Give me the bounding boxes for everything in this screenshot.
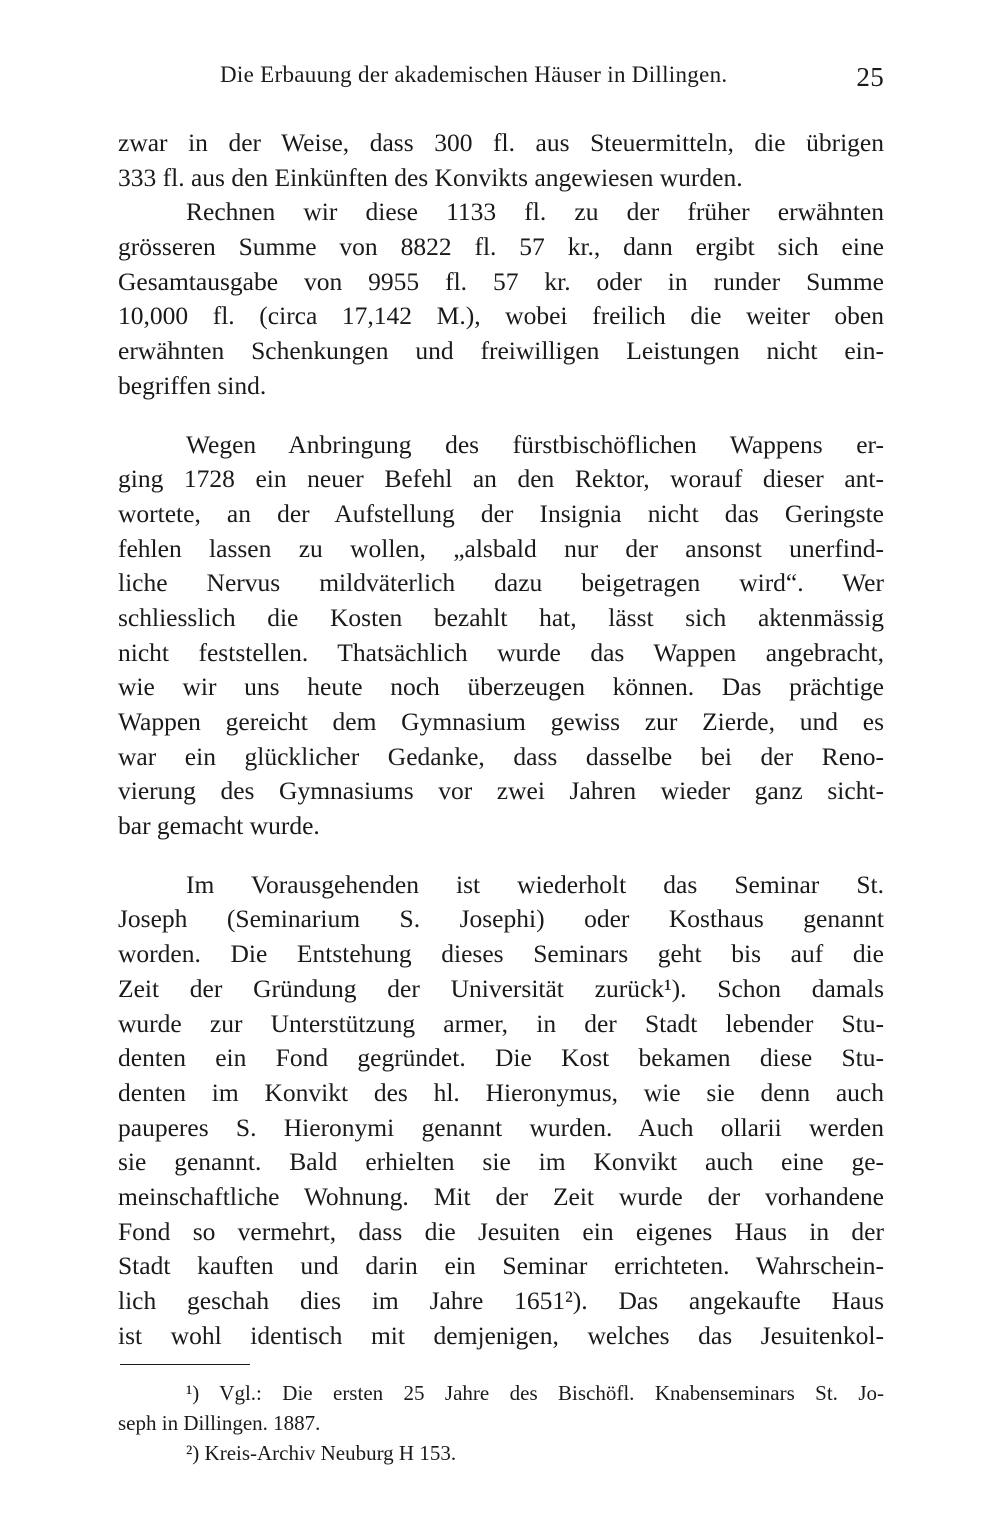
- text-line: denten ein Fond gegründet. Die Kost bekamen diese Stu-: [118, 1043, 884, 1073]
- text-line: Rechnen wir diese 1133 fl. zu der früher erwähnten: [186, 197, 884, 227]
- text-line: wortete, an der Aufstellung der Insignia nicht das Geringste: [118, 498, 884, 528]
- page-header: [118, 62, 884, 94]
- text-line: liche Nervus mildväterlich dazu beigetragen wird“. Wer: [118, 568, 884, 598]
- text-line: erwähnten Schenkungen und freiwilligen Leistungen nicht ein-: [118, 336, 884, 366]
- text-line: bar gemacht wurde.: [118, 811, 320, 841]
- footnote-divider: [120, 1364, 250, 1365]
- text-line: fehlen lassen zu wollen, „alsbald nur der ansonst unerfind-: [118, 533, 884, 563]
- footnote-line: seph in Dillingen. 1887.: [118, 1411, 321, 1435]
- text-line: vierung des Gymnasiums vor zwei Jahren wieder ganz sicht-: [118, 776, 884, 806]
- text-line: wurde zur Unterstützung armer, in der Stadt lebender Stu-: [118, 1008, 884, 1038]
- text-line: zwar in der Weise, dass 300 fl. aus Steuermitteln, die übrigen: [118, 128, 884, 157]
- text-line: nicht feststellen. Thatsächlich wurde das Wappen angebracht,: [118, 637, 884, 667]
- text-line: Wappen gereicht dem Gymnasium gewiss zur Zierde, und es: [118, 707, 884, 736]
- text-line: Zeit der Gründung der Universität zurück¹). Schon damals: [118, 973, 884, 1003]
- text-line: Wegen Anbringung des fürstbischöflichen Wappens er-: [186, 429, 884, 459]
- text-line: lich geschah dies im Jahre 1651²). Das angekaufte Haus: [118, 1286, 884, 1315]
- text-line: grösseren Summe von 8822 fl. 57 kr., dann ergibt sich eine: [118, 232, 884, 262]
- text-line: Gesamtausgabe von 9955 fl. 57 kr. oder in runder Summe: [118, 266, 884, 296]
- text-line: Joseph (Seminarium S. Josephi) oder Kosthaus genannt: [118, 904, 884, 934]
- text-line: war ein glücklicher Gedanke, dass dasselbe bei der Reno-: [118, 741, 884, 771]
- text-line: begriffen sind.: [118, 370, 267, 400]
- body-text: [118, 126, 884, 1353]
- text-line: 333 fl. aus den Einkünften des Konvikts angewiesen wurden.: [118, 162, 743, 192]
- text-line: Im Vorausgehenden ist wiederholt das Seminar St.: [186, 869, 884, 899]
- footnote-line: ²) Kreis-Archiv Neuburg H 153.: [186, 1441, 457, 1465]
- text-line: sie genannt. Bald erhielten sie im Konvikt auch eine ge-: [118, 1147, 884, 1177]
- text-line: ist wohl identisch mit demjenigen, welches das Jesuitenkol-: [118, 1320, 884, 1350]
- text-line: pauperes S. Hieronymi genannt wurden. Auch ollarii werden: [118, 1112, 884, 1142]
- text-line: denten im Konvikt des hl. Hieronymus, wie sie denn auch: [118, 1077, 884, 1107]
- page-number: 25: [856, 62, 884, 92]
- text-line: Fond so vermehrt, dass die Jesuiten ein eigenes Haus in der: [118, 1216, 884, 1246]
- running-title: Die Erbauung der akademischen Häuser in Dillingen.: [220, 62, 728, 87]
- text-line: Stadt kauften und darin ein Seminar errichteten. Wahrschein-: [118, 1251, 884, 1281]
- text-line: meinschaftliche Wohnung. Mit der Zeit wurde der vorhandene: [118, 1181, 884, 1211]
- text-line: 10,000 fl. (circa 17,142 M.), wobei freilich die weiter oben: [118, 301, 884, 331]
- text-line: wie wir uns heute noch überzeugen können. Das prächtige: [118, 672, 884, 702]
- text-line: schliesslich die Kosten bezahlt hat, lässt sich aktenmässig: [118, 602, 884, 632]
- footnote-line: ¹) Vgl.: Die ersten 25 Jahre des Bischöfl. Knabenseminars St. Jo-: [186, 1381, 884, 1405]
- footnotes: [118, 1378, 884, 1468]
- text-line: ging 1728 ein neuer Befehl an den Rektor, worauf dieser ant-: [118, 464, 884, 494]
- text-line: worden. Die Entstehung dieses Seminars geht bis auf die: [118, 939, 884, 969]
